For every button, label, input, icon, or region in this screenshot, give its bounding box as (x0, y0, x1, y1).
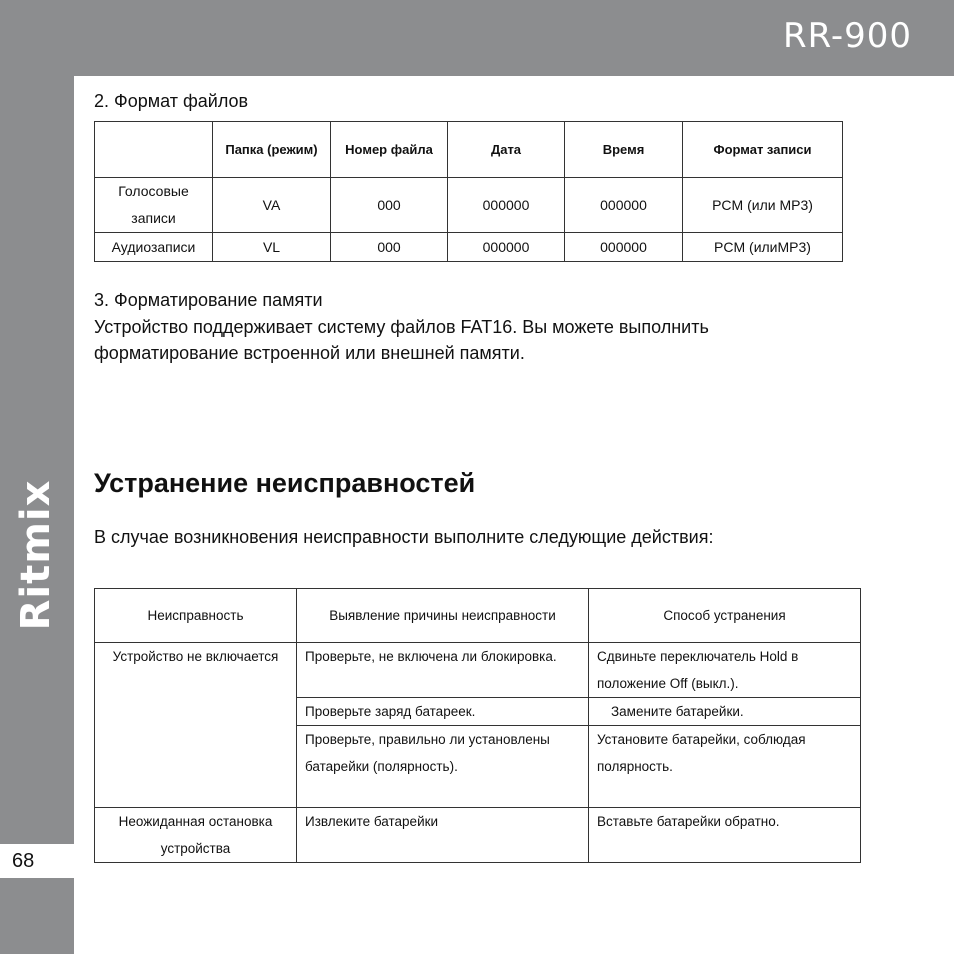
page-number: 68 (12, 850, 35, 872)
troubleshooting-table (94, 588, 861, 863)
troubleshooting-title: Устранение неисправностей (94, 468, 476, 498)
table-row (95, 178, 843, 233)
solution-cell: Сдвиньте переключатель Hold в положение Off (выкл.). (589, 643, 861, 698)
table-header-cell: Формат записи (683, 122, 843, 178)
problem-cell: Неожиданная остановка устройства (95, 808, 297, 863)
table-header-cell: Выявление причины неисправности (297, 589, 589, 643)
sidebar (0, 76, 74, 954)
solution-cell: Установите батарейки, соблюдая полярность. (589, 726, 861, 808)
table-cell: 000000 (565, 178, 683, 233)
table-cell: 000000 (448, 178, 565, 233)
table-header-row (95, 122, 843, 178)
table-header-row (95, 589, 861, 643)
section3-title: 3. Форматирование памяти (94, 290, 323, 310)
troubleshooting-intro: В случае возникновения неисправности выполните следующие действия: (94, 527, 714, 547)
table-cell: 000 (331, 178, 448, 233)
cause-cell: Проверьте, правильно ли установлены батарейки (полярность). (297, 726, 589, 808)
table-header-cell: Папка (режим) (213, 122, 331, 178)
table-header-cell: Неисправность (95, 589, 297, 643)
table-header-cell (95, 122, 213, 178)
table-header-cell: Номер файла (331, 122, 448, 178)
table-cell: VL (213, 233, 331, 262)
table-cell: Голосовые записи (95, 178, 213, 233)
file-format-table (94, 121, 843, 262)
problem-cell: Устройство не включается (95, 643, 297, 808)
table-cell: PCM (илиMP3) (683, 233, 843, 262)
table-header-cell: Время (565, 122, 683, 178)
page-number-box (0, 844, 74, 878)
table-row (95, 808, 861, 863)
table-cell: VA (213, 178, 331, 233)
table-cell: 000 (331, 233, 448, 262)
table-row (95, 643, 861, 698)
table-cell: Аудиозаписи (95, 233, 213, 262)
brand-logo-text: Ritmix (13, 479, 59, 631)
model-name: RR-900 (782, 16, 912, 56)
solution-cell: Вставьте батарейки обратно. (589, 808, 861, 863)
cause-cell: Проверьте, не включена ли блокировка. (297, 643, 589, 698)
table-row (95, 233, 843, 262)
section3-text: Устройство поддерживает систему файлов FAT16. Вы можете выполнить форматирование встроенной или внешней памяти. (94, 317, 709, 363)
solution-cell: Замените батарейки. (589, 698, 861, 726)
header-bar (0, 0, 954, 76)
section2-title: 2. Формат файлов (94, 91, 249, 111)
table-cell: 000000 (448, 233, 565, 262)
cause-cell: Проверьте заряд батареек. (297, 698, 589, 726)
table-cell: PCM (или MP3) (683, 178, 843, 233)
table-header-cell: Способ устранения (589, 589, 861, 643)
table-header-cell: Дата (448, 122, 565, 178)
cause-cell: Извлеките батарейки (297, 808, 589, 863)
table-cell: 000000 (565, 233, 683, 262)
